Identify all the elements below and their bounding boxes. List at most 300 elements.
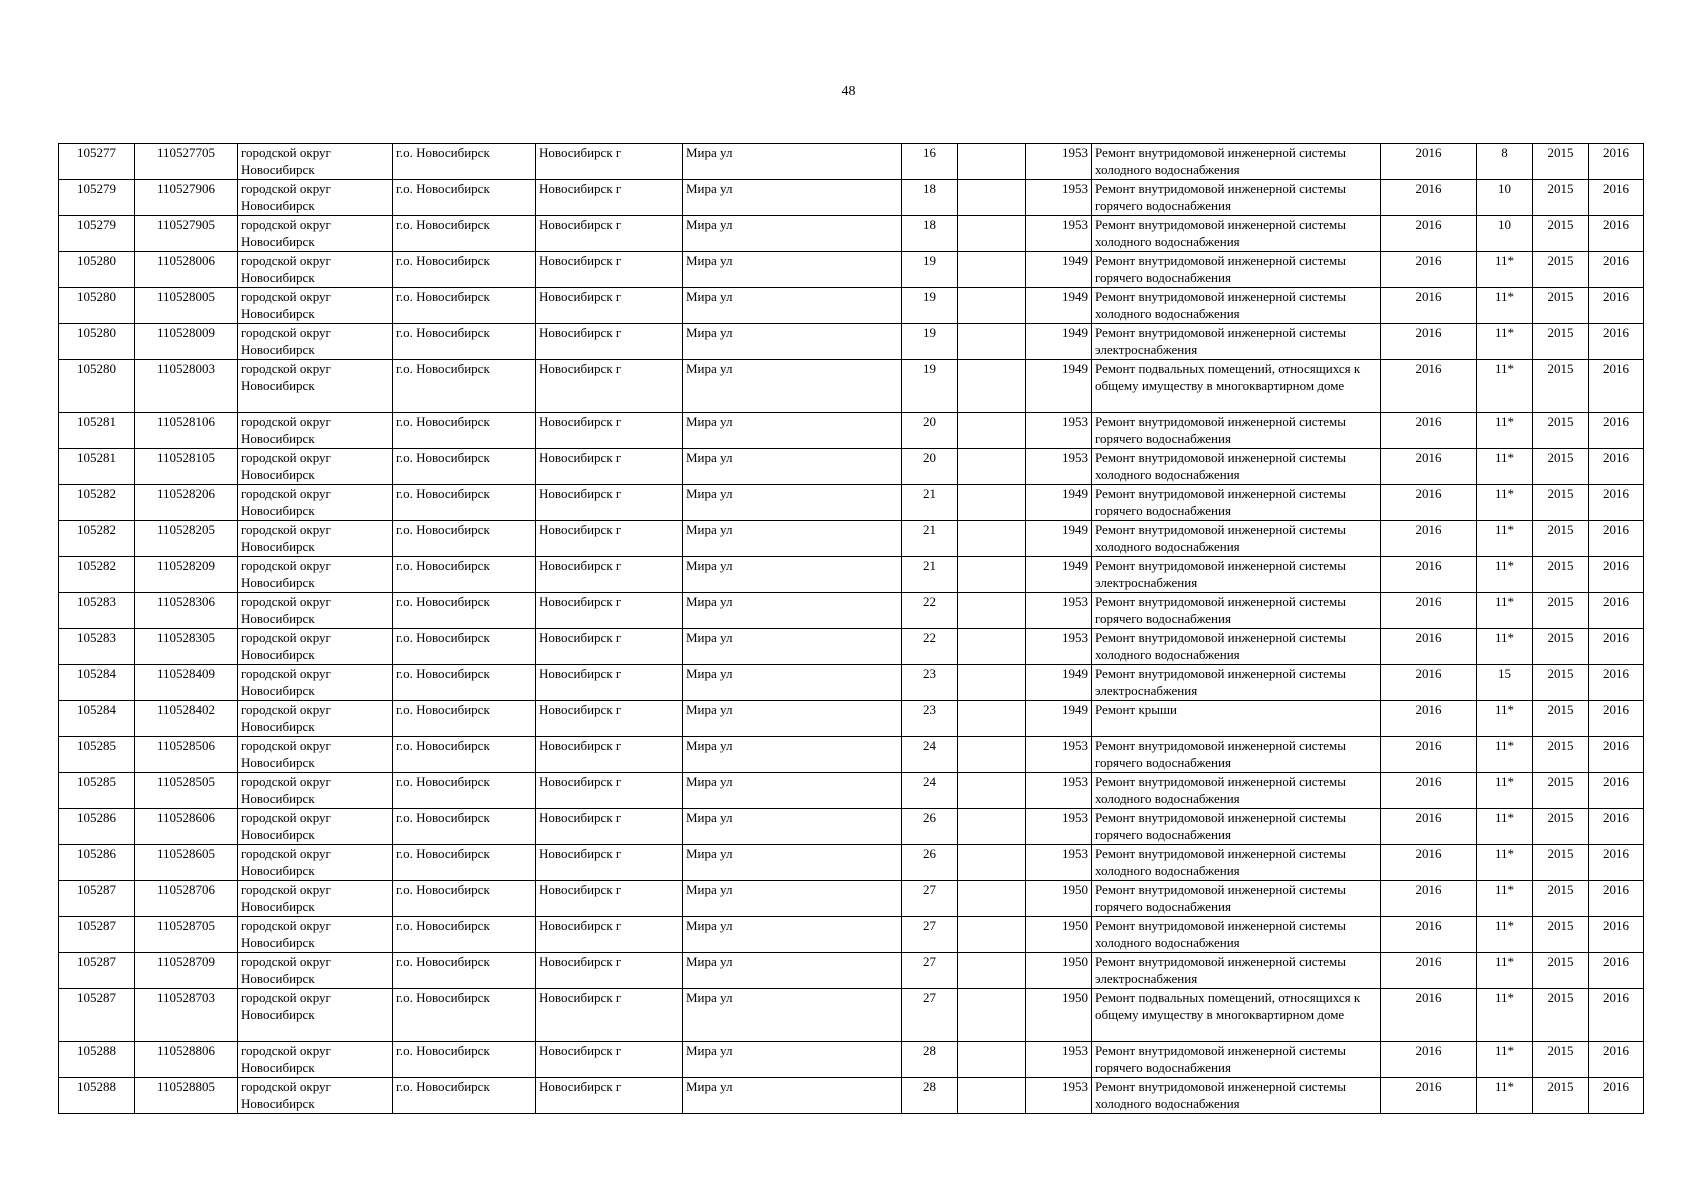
table-row: [59, 737, 1644, 773]
cell-municipality: городской округ Новосибирск: [238, 521, 393, 557]
cell-city: Новосибирск г: [536, 360, 683, 413]
cell-id: 105280: [59, 288, 135, 324]
cell-code: 110528209: [135, 557, 238, 593]
cell-id: 105287: [59, 953, 135, 989]
cell-code: 110528006: [135, 252, 238, 288]
cell-number: 10: [1477, 180, 1533, 216]
cell-building: [958, 1078, 1026, 1114]
cell-street: Мира ул: [683, 1078, 902, 1114]
cell-municipality: городской округ Новосибирск: [238, 845, 393, 881]
cell-city: Новосибирск г: [536, 413, 683, 449]
cell-code: 110528709: [135, 953, 238, 989]
cell-street: Мира ул: [683, 144, 902, 180]
cell-number: 11*: [1477, 1078, 1533, 1114]
cell-id: 105281: [59, 449, 135, 485]
registry-body: [59, 144, 1644, 1114]
cell-work-type: Ремонт внутридомовой инженерной системы горячего водоснабжения: [1092, 593, 1381, 629]
table-row: [59, 953, 1644, 989]
cell-work-type: Ремонт внутридомовой инженерной системы холодного водоснабжения: [1092, 917, 1381, 953]
cell-number: 11*: [1477, 629, 1533, 665]
cell-municipality: городской округ Новосибирск: [238, 449, 393, 485]
cell-work-type: Ремонт внутридомовой инженерной системы холодного водоснабжения: [1092, 629, 1381, 665]
cell-plan-year: 2016: [1381, 1042, 1477, 1078]
cell-district: г.о. Новосибирск: [393, 449, 536, 485]
cell-code: 110528409: [135, 665, 238, 701]
cell-district: г.о. Новосибирск: [393, 773, 536, 809]
cell-city: Новосибирск г: [536, 737, 683, 773]
cell-district: г.о. Новосибирск: [393, 701, 536, 737]
cell-id: 105284: [59, 701, 135, 737]
cell-code: 110528605: [135, 845, 238, 881]
cell-build-year: 1949: [1026, 701, 1092, 737]
table-row: [59, 917, 1644, 953]
cell-city: Новосибирск г: [536, 629, 683, 665]
cell-end-year: 2016: [1589, 180, 1644, 216]
cell-number: 11*: [1477, 953, 1533, 989]
cell-start-year: 2015: [1533, 593, 1589, 629]
cell-municipality: городской округ Новосибирск: [238, 1078, 393, 1114]
table-row: [59, 485, 1644, 521]
cell-code: 110528105: [135, 449, 238, 485]
cell-district: г.о. Новосибирск: [393, 413, 536, 449]
cell-district: г.о. Новосибирск: [393, 845, 536, 881]
cell-house: 23: [902, 665, 958, 701]
cell-build-year: 1950: [1026, 881, 1092, 917]
cell-id: 105283: [59, 593, 135, 629]
cell-house: 21: [902, 485, 958, 521]
table-row: [59, 629, 1644, 665]
cell-house: 28: [902, 1078, 958, 1114]
cell-number: 15: [1477, 665, 1533, 701]
registry-table: [58, 143, 1644, 1114]
cell-id: 105282: [59, 521, 135, 557]
cell-building: [958, 809, 1026, 845]
cell-municipality: городской округ Новосибирск: [238, 144, 393, 180]
cell-street: Мира ул: [683, 449, 902, 485]
cell-number: 11*: [1477, 557, 1533, 593]
cell-number: 10: [1477, 216, 1533, 252]
table-row: [59, 252, 1644, 288]
cell-work-type: Ремонт внутридомовой инженерной системы холодного водоснабжения: [1092, 449, 1381, 485]
cell-start-year: 2015: [1533, 1042, 1589, 1078]
cell-building: [958, 1042, 1026, 1078]
cell-house: 24: [902, 773, 958, 809]
cell-work-type: Ремонт внутридомовой инженерной системы горячего водоснабжения: [1092, 413, 1381, 449]
cell-municipality: городской округ Новосибирск: [238, 809, 393, 845]
cell-city: Новосибирск г: [536, 593, 683, 629]
table-row: [59, 1078, 1644, 1114]
cell-start-year: 2015: [1533, 413, 1589, 449]
cell-district: г.о. Новосибирск: [393, 521, 536, 557]
cell-city: Новосибирск г: [536, 324, 683, 360]
cell-city: Новосибирск г: [536, 989, 683, 1042]
table-row: [59, 360, 1644, 413]
cell-building: [958, 989, 1026, 1042]
table-row: [59, 881, 1644, 917]
cell-street: Мира ул: [683, 629, 902, 665]
cell-street: Мира ул: [683, 809, 902, 845]
table-row: [59, 413, 1644, 449]
cell-house: 20: [902, 413, 958, 449]
cell-plan-year: 2016: [1381, 845, 1477, 881]
cell-id: 105288: [59, 1078, 135, 1114]
cell-end-year: 2016: [1589, 773, 1644, 809]
table-row: [59, 989, 1644, 1042]
cell-district: г.о. Новосибирск: [393, 593, 536, 629]
cell-build-year: 1953: [1026, 216, 1092, 252]
cell-start-year: 2015: [1533, 629, 1589, 665]
cell-code: 110528009: [135, 324, 238, 360]
table-row: [59, 809, 1644, 845]
cell-municipality: городской округ Новосибирск: [238, 557, 393, 593]
cell-start-year: 2015: [1533, 180, 1589, 216]
cell-district: г.о. Новосибирск: [393, 629, 536, 665]
cell-building: [958, 324, 1026, 360]
cell-building: [958, 252, 1026, 288]
cell-end-year: 2016: [1589, 881, 1644, 917]
cell-district: г.о. Новосибирск: [393, 917, 536, 953]
cell-work-type: Ремонт внутридомовой инженерной системы холодного водоснабжения: [1092, 1078, 1381, 1114]
cell-district: г.о. Новосибирск: [393, 665, 536, 701]
cell-work-type: Ремонт подвальных помещений, относящихся к общему имуществу в многоквартирном доме: [1092, 360, 1381, 413]
cell-build-year: 1949: [1026, 557, 1092, 593]
cell-plan-year: 2016: [1381, 665, 1477, 701]
cell-municipality: городской округ Новосибирск: [238, 288, 393, 324]
cell-building: [958, 360, 1026, 413]
cell-building: [958, 665, 1026, 701]
cell-end-year: 2016: [1589, 144, 1644, 180]
cell-id: 105287: [59, 881, 135, 917]
cell-number: 11*: [1477, 701, 1533, 737]
cell-start-year: 2015: [1533, 144, 1589, 180]
cell-district: г.о. Новосибирск: [393, 360, 536, 413]
cell-district: г.о. Новосибирск: [393, 809, 536, 845]
cell-building: [958, 881, 1026, 917]
cell-start-year: 2015: [1533, 1078, 1589, 1114]
cell-municipality: городской округ Новосибирск: [238, 629, 393, 665]
cell-house: 20: [902, 449, 958, 485]
cell-end-year: 2016: [1589, 953, 1644, 989]
cell-end-year: 2016: [1589, 701, 1644, 737]
cell-work-type: Ремонт внутридомовой инженерной системы горячего водоснабжения: [1092, 180, 1381, 216]
cell-id: 105285: [59, 737, 135, 773]
cell-house: 18: [902, 216, 958, 252]
cell-number: 11*: [1477, 593, 1533, 629]
cell-municipality: городской округ Новосибирск: [238, 665, 393, 701]
cell-build-year: 1950: [1026, 953, 1092, 989]
cell-city: Новосибирск г: [536, 953, 683, 989]
cell-municipality: городской округ Новосибирск: [238, 593, 393, 629]
cell-street: Мира ул: [683, 360, 902, 413]
table-row: [59, 180, 1644, 216]
cell-code: 110528005: [135, 288, 238, 324]
cell-build-year: 1953: [1026, 629, 1092, 665]
cell-house: 19: [902, 324, 958, 360]
cell-plan-year: 2016: [1381, 701, 1477, 737]
cell-code: 110528003: [135, 360, 238, 413]
cell-code: 110528703: [135, 989, 238, 1042]
cell-district: г.о. Новосибирск: [393, 989, 536, 1042]
cell-id: 105280: [59, 360, 135, 413]
cell-build-year: 1949: [1026, 324, 1092, 360]
cell-end-year: 2016: [1589, 324, 1644, 360]
cell-house: 24: [902, 737, 958, 773]
cell-municipality: городской округ Новосибирск: [238, 252, 393, 288]
cell-plan-year: 2016: [1381, 216, 1477, 252]
cell-plan-year: 2016: [1381, 773, 1477, 809]
cell-street: Мира ул: [683, 989, 902, 1042]
cell-work-type: Ремонт внутридомовой инженерной системы горячего водоснабжения: [1092, 485, 1381, 521]
cell-start-year: 2015: [1533, 701, 1589, 737]
cell-municipality: городской округ Новосибирск: [238, 485, 393, 521]
table-row: [59, 665, 1644, 701]
cell-number: 11*: [1477, 809, 1533, 845]
table-row: [59, 288, 1644, 324]
cell-id: 105287: [59, 917, 135, 953]
cell-house: 27: [902, 917, 958, 953]
cell-end-year: 2016: [1589, 1078, 1644, 1114]
cell-street: Мира ул: [683, 953, 902, 989]
cell-code: 110527906: [135, 180, 238, 216]
cell-build-year: 1953: [1026, 773, 1092, 809]
cell-build-year: 1953: [1026, 449, 1092, 485]
cell-plan-year: 2016: [1381, 557, 1477, 593]
table-row: [59, 144, 1644, 180]
cell-build-year: 1953: [1026, 144, 1092, 180]
cell-build-year: 1949: [1026, 485, 1092, 521]
cell-id: 105288: [59, 1042, 135, 1078]
cell-code: 110527905: [135, 216, 238, 252]
cell-building: [958, 180, 1026, 216]
cell-build-year: 1949: [1026, 288, 1092, 324]
cell-build-year: 1953: [1026, 737, 1092, 773]
cell-building: [958, 593, 1026, 629]
cell-start-year: 2015: [1533, 845, 1589, 881]
cell-plan-year: 2016: [1381, 413, 1477, 449]
cell-work-type: Ремонт крыши: [1092, 701, 1381, 737]
cell-code: 110528506: [135, 737, 238, 773]
cell-code: 110528305: [135, 629, 238, 665]
cell-work-type: Ремонт внутридомовой инженерной системы холодного водоснабжения: [1092, 773, 1381, 809]
cell-build-year: 1953: [1026, 180, 1092, 216]
cell-code: 110528402: [135, 701, 238, 737]
cell-code: 110528806: [135, 1042, 238, 1078]
cell-building: [958, 144, 1026, 180]
cell-street: Мира ул: [683, 665, 902, 701]
cell-plan-year: 2016: [1381, 288, 1477, 324]
cell-build-year: 1953: [1026, 845, 1092, 881]
cell-city: Новосибирск г: [536, 917, 683, 953]
cell-end-year: 2016: [1589, 737, 1644, 773]
cell-city: Новосибирск г: [536, 288, 683, 324]
cell-id: 105282: [59, 557, 135, 593]
cell-city: Новосибирск г: [536, 809, 683, 845]
cell-code: 110528205: [135, 521, 238, 557]
cell-number: 11*: [1477, 413, 1533, 449]
cell-id: 105284: [59, 665, 135, 701]
cell-municipality: городской округ Новосибирск: [238, 324, 393, 360]
cell-end-year: 2016: [1589, 216, 1644, 252]
cell-district: г.о. Новосибирск: [393, 1042, 536, 1078]
cell-number: 11*: [1477, 845, 1533, 881]
cell-end-year: 2016: [1589, 252, 1644, 288]
cell-district: г.о. Новосибирск: [393, 324, 536, 360]
cell-start-year: 2015: [1533, 773, 1589, 809]
cell-street: Мира ул: [683, 881, 902, 917]
cell-id: 105286: [59, 845, 135, 881]
cell-build-year: 1949: [1026, 665, 1092, 701]
cell-city: Новосибирск г: [536, 557, 683, 593]
cell-work-type: Ремонт внутридомовой инженерной системы горячего водоснабжения: [1092, 881, 1381, 917]
cell-end-year: 2016: [1589, 288, 1644, 324]
cell-city: Новосибирск г: [536, 449, 683, 485]
cell-building: [958, 557, 1026, 593]
cell-street: Мира ул: [683, 1042, 902, 1078]
cell-city: Новосибирск г: [536, 521, 683, 557]
cell-end-year: 2016: [1589, 845, 1644, 881]
cell-plan-year: 2016: [1381, 989, 1477, 1042]
cell-district: г.о. Новосибирск: [393, 881, 536, 917]
cell-id: 105287: [59, 989, 135, 1042]
cell-district: г.о. Новосибирск: [393, 557, 536, 593]
cell-code: 110528705: [135, 917, 238, 953]
cell-district: г.о. Новосибирск: [393, 180, 536, 216]
cell-start-year: 2015: [1533, 809, 1589, 845]
cell-plan-year: 2016: [1381, 449, 1477, 485]
cell-number: 11*: [1477, 989, 1533, 1042]
cell-start-year: 2015: [1533, 665, 1589, 701]
cell-house: 21: [902, 521, 958, 557]
cell-city: Новосибирск г: [536, 485, 683, 521]
cell-house: 16: [902, 144, 958, 180]
cell-work-type: Ремонт подвальных помещений, относящихся к общему имуществу в многоквартирном доме: [1092, 989, 1381, 1042]
cell-end-year: 2016: [1589, 413, 1644, 449]
cell-house: 27: [902, 953, 958, 989]
cell-municipality: городской округ Новосибирск: [238, 413, 393, 449]
cell-house: 28: [902, 1042, 958, 1078]
cell-id: 105285: [59, 773, 135, 809]
cell-street: Мира ул: [683, 413, 902, 449]
cell-street: Мира ул: [683, 324, 902, 360]
cell-plan-year: 2016: [1381, 360, 1477, 413]
cell-building: [958, 629, 1026, 665]
cell-plan-year: 2016: [1381, 809, 1477, 845]
cell-work-type: Ремонт внутридомовой инженерной системы горячего водоснабжения: [1092, 1042, 1381, 1078]
cell-plan-year: 2016: [1381, 953, 1477, 989]
cell-work-type: Ремонт внутридомовой инженерной системы холодного водоснабжения: [1092, 845, 1381, 881]
cell-start-year: 2015: [1533, 252, 1589, 288]
cell-building: [958, 485, 1026, 521]
cell-code: 110528805: [135, 1078, 238, 1114]
cell-number: 11*: [1477, 881, 1533, 917]
cell-city: Новосибирск г: [536, 665, 683, 701]
cell-end-year: 2016: [1589, 1042, 1644, 1078]
cell-municipality: городской округ Новосибирск: [238, 881, 393, 917]
cell-work-type: Ремонт внутридомовой инженерной системы электроснабжения: [1092, 557, 1381, 593]
cell-building: [958, 953, 1026, 989]
cell-house: 19: [902, 252, 958, 288]
cell-number: 11*: [1477, 449, 1533, 485]
page-number: 48: [841, 84, 856, 99]
cell-street: Мира ул: [683, 845, 902, 881]
cell-end-year: 2016: [1589, 809, 1644, 845]
cell-plan-year: 2016: [1381, 917, 1477, 953]
cell-build-year: 1953: [1026, 1078, 1092, 1114]
cell-work-type: Ремонт внутридомовой инженерной системы холодного водоснабжения: [1092, 144, 1381, 180]
cell-start-year: 2015: [1533, 521, 1589, 557]
cell-plan-year: 2016: [1381, 737, 1477, 773]
cell-end-year: 2016: [1589, 593, 1644, 629]
cell-house: 27: [902, 881, 958, 917]
cell-end-year: 2016: [1589, 917, 1644, 953]
cell-municipality: городской округ Новосибирск: [238, 360, 393, 413]
cell-number: 11*: [1477, 288, 1533, 324]
cell-building: [958, 701, 1026, 737]
cell-number: 11*: [1477, 1042, 1533, 1078]
cell-build-year: 1953: [1026, 809, 1092, 845]
cell-house: 21: [902, 557, 958, 593]
cell-building: [958, 216, 1026, 252]
cell-city: Новосибирск г: [536, 180, 683, 216]
cell-number: 11*: [1477, 485, 1533, 521]
cell-house: 22: [902, 629, 958, 665]
cell-start-year: 2015: [1533, 881, 1589, 917]
cell-street: Мира ул: [683, 485, 902, 521]
cell-start-year: 2015: [1533, 557, 1589, 593]
cell-street: Мира ул: [683, 557, 902, 593]
cell-start-year: 2015: [1533, 737, 1589, 773]
cell-building: [958, 413, 1026, 449]
cell-municipality: городской округ Новосибирск: [238, 989, 393, 1042]
cell-end-year: 2016: [1589, 665, 1644, 701]
cell-code: 110528505: [135, 773, 238, 809]
cell-municipality: городской округ Новосибирск: [238, 180, 393, 216]
cell-code: 110527705: [135, 144, 238, 180]
cell-city: Новосибирск г: [536, 773, 683, 809]
cell-plan-year: 2016: [1381, 1078, 1477, 1114]
cell-street: Мира ул: [683, 701, 902, 737]
cell-id: 105281: [59, 413, 135, 449]
cell-building: [958, 773, 1026, 809]
cell-building: [958, 449, 1026, 485]
cell-municipality: городской округ Новосибирск: [238, 737, 393, 773]
cell-id: 105280: [59, 324, 135, 360]
cell-city: Новосибирск г: [536, 1078, 683, 1114]
cell-work-type: Ремонт внутридомовой инженерной системы электроснабжения: [1092, 953, 1381, 989]
cell-start-year: 2015: [1533, 989, 1589, 1042]
cell-district: г.о. Новосибирск: [393, 288, 536, 324]
cell-end-year: 2016: [1589, 521, 1644, 557]
cell-house: 18: [902, 180, 958, 216]
cell-code: 110528606: [135, 809, 238, 845]
cell-work-type: Ремонт внутридомовой инженерной системы горячего водоснабжения: [1092, 809, 1381, 845]
cell-build-year: 1953: [1026, 593, 1092, 629]
cell-plan-year: 2016: [1381, 881, 1477, 917]
cell-number: 11*: [1477, 324, 1533, 360]
cell-start-year: 2015: [1533, 360, 1589, 413]
cell-district: г.о. Новосибирск: [393, 252, 536, 288]
cell-work-type: Ремонт внутридомовой инженерной системы холодного водоснабжения: [1092, 288, 1381, 324]
cell-end-year: 2016: [1589, 449, 1644, 485]
cell-municipality: городской округ Новосибирск: [238, 701, 393, 737]
cell-district: г.о. Новосибирск: [393, 216, 536, 252]
table-row: [59, 593, 1644, 629]
cell-plan-year: 2016: [1381, 593, 1477, 629]
cell-city: Новосибирск г: [536, 1042, 683, 1078]
cell-end-year: 2016: [1589, 360, 1644, 413]
table-row: [59, 1042, 1644, 1078]
cell-end-year: 2016: [1589, 485, 1644, 521]
